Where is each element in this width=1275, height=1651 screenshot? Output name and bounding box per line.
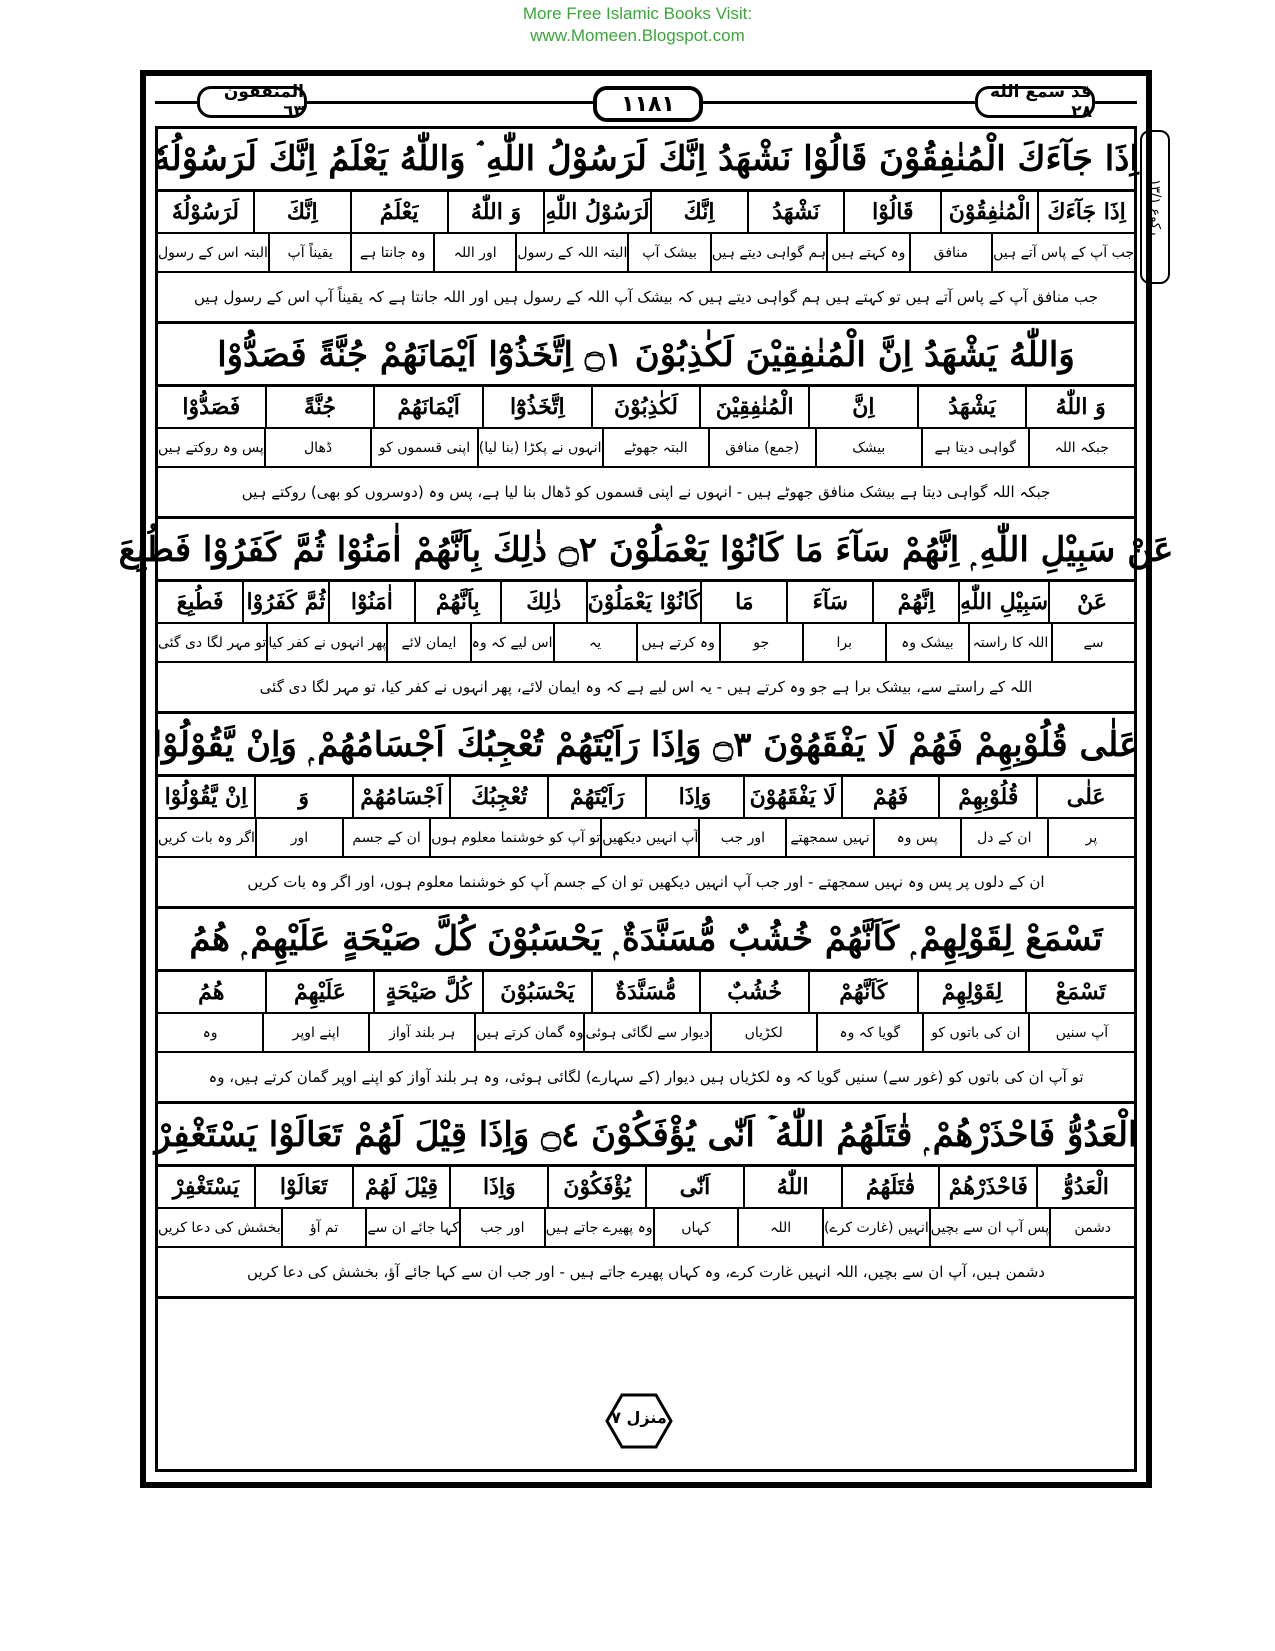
meaning-cell: ان کے دل (960, 819, 1047, 856)
word-cell: لَرَسُوْلُ اللّٰهِ (543, 192, 649, 232)
meaning-cell: یقیناً آپ (268, 234, 351, 271)
meaning-cell: کہاں (653, 1209, 738, 1246)
verse-line: الْعَدُوُّ فَاحْذَرْهُمْ ۭ قٰتَلَهُمُ اللّٰهُ ۡ اَنّٰى يُؤْفَكُوْنَ ۝٤ وَاِذَا قِيْلَ لَهُمْ تَعَالَوْا يَسْتَغْفِرْ (158, 1104, 1134, 1167)
page-number: ١١٨١ (593, 86, 703, 122)
word-cell: نَشْهَدُ (747, 192, 844, 232)
meaning-cell: ڈھال (264, 429, 371, 466)
word-cell: مُّسَنَّدَةٌ (591, 972, 700, 1012)
meaning-cell: (جمع) منافق (708, 429, 815, 466)
meaning-cell: دیوار سے لگائی ہوئی (583, 1014, 709, 1051)
word-cell: تَسْمَعْ (1025, 972, 1134, 1012)
word-cell: فَاحْذَرْهُمْ (938, 1167, 1036, 1207)
translation-line: تو آپ ان کی باتوں کو (غور سے) سنیں گویا کہ وہ لکڑیاں ہیں دیوار (کے سہارے) لگائی ہوئی، وہ ہر بلند آواز کو اپنے اوپر گمان کرتے ہیں، وہ (158, 1053, 1134, 1104)
word-cell: فَطُبِعَ (176, 589, 224, 615)
word-cell: وَاِذَا (449, 1167, 547, 1207)
word-row (158, 1167, 1134, 1209)
word-cell: مَا (700, 582, 786, 622)
meaning-row (158, 429, 1134, 468)
meaning-cell: پھر انہوں نے کفر کیا (266, 624, 386, 661)
verse-line: تَسْمَعْ لِقَوْلِهِمْ ۭ كَاَنَّهُمْ خُشُبٌ مُّسَنَّدَةٌ ۭ يَحْسَبُوْنَ كُلَّ صَيْحَةٍ عَلَيْهِمْ ۭ هُمُ (158, 909, 1134, 972)
meaning-cell: برا (802, 624, 885, 661)
word-cell: عَلٰى (1036, 777, 1134, 817)
word-cell: يَشْهَدُ (917, 387, 1026, 427)
word-cell: اِنَّهُمْ (872, 582, 958, 622)
verse-line: اِذَا جَآءَكَ الْمُنٰفِقُوْنَ قَالُوْا نَشْهَدُ اِنَّكَ لَرَسُوْلُ اللّٰهِ ۘ وَاللّٰهُ يَعْلَمُ اِنَّكَ لَرَسُوْلُهٗ (158, 129, 1134, 192)
verse-line: وَاللّٰهُ يَشْهَدُ اِنَّ الْمُنٰفِقِيْنَ لَكٰذِبُوْنَ ۝١ اِتَّخَذُوْٓا اَيْمَانَهُمْ جُنَّةً فَصَدُّوْا (158, 324, 1134, 387)
meaning-cell: پر (1047, 819, 1134, 856)
meaning-row (158, 624, 1134, 663)
meaning-cell: اور (255, 819, 342, 856)
word-cell: لَرَسُوْلُهٗ (171, 199, 239, 225)
word-cell: قُلُوْبِهِمْ (938, 777, 1036, 817)
meaning-cell: وہ پھیرے جاتے ہیں (544, 1209, 653, 1246)
meaning-cell: انہیں (غارت کرے) (822, 1209, 929, 1246)
meaning-cell: وہ جانتا ہے (350, 234, 433, 271)
juz-label: قد سمع الله ٢٨ (975, 86, 1095, 118)
meaning-cell: وہ کہتے ہیں (826, 234, 909, 271)
meaning-cell: اور اللہ (433, 234, 516, 271)
word-cell: خُشُبٌ (699, 972, 808, 1012)
surah-label: المنفقون ٦٣ (197, 86, 307, 118)
meaning-cell: آپ سنیں (1028, 1014, 1134, 1051)
meaning-cell: پس وہ (873, 819, 960, 856)
meaning-cell: انہوں نے پکڑا (بنا لیا) (477, 429, 602, 466)
meaning-cell: ہم گواہی دیتے ہیں (710, 234, 826, 271)
meaning-cell: تو آپ کو خوشنما معلوم ہوں (429, 819, 600, 856)
watermark-line-2: www.Momeen.Blogspot.com (530, 26, 745, 45)
ruku-marker: ركوع ١٣/١ (1140, 130, 1170, 284)
word-cell: اَنّٰى (645, 1167, 743, 1207)
meaning-row (158, 1209, 1134, 1248)
word-cell: قِيْلَ لَهُمْ (352, 1167, 450, 1207)
word-cell: اَيْمَانَهُمْ (373, 387, 482, 427)
word-cell: وَ (254, 777, 352, 817)
meaning-row (158, 234, 1134, 273)
word-cell: تَعَالَوْا (254, 1167, 352, 1207)
word-cell: ثُمَّ كَفَرُوْا (242, 582, 328, 622)
manzil-label: منزل ٧ (611, 1408, 667, 1427)
word-cell: هُمُ (198, 979, 225, 1005)
meaning-cell: بیشک وہ (885, 624, 968, 661)
meaning-cell: کہا جائے ان سے (365, 1209, 459, 1246)
word-cell: يَعْلَمُ (350, 192, 447, 232)
verse-line: عَلٰى قُلُوْبِهِمْ فَهُمْ لَا يَفْقَهُوْنَ ۝٣ وَاِذَا رَاَيْتَهُمْ تُعْجِبُكَ اَجْسَامُهُمْ ۭ وَاِنْ يَّقُوْلُوْا (158, 714, 1134, 777)
meaning-cell: وہ کرتے ہیں (636, 624, 719, 661)
meaning-cell: پس وہ روکتے ہیں (158, 439, 264, 456)
meaning-cell: اللہ (737, 1209, 822, 1246)
word-cell: اِنَّكَ (650, 192, 747, 232)
word-cell: اٰمَنُوْا (328, 582, 414, 622)
word-cell: لَكٰذِبُوْنَ (591, 387, 700, 427)
word-cell: وَ اللّٰهُ (1025, 387, 1134, 427)
word-cell: يَسْتَغْفِرْ (172, 1174, 240, 1200)
word-cell: لَا يَفْقَهُوْنَ (743, 777, 841, 817)
word-row (158, 972, 1134, 1014)
word-cell: اِنَّ (808, 387, 917, 427)
word-cell: ذٰلِكَ (500, 582, 586, 622)
meaning-cell: ان کی باتوں کو (922, 1014, 1028, 1051)
word-cell: فَصَدُّوْا (182, 394, 241, 420)
word-cell: عَلَيْهِمْ (265, 972, 374, 1012)
word-cell: تُعْجِبُكَ (449, 777, 547, 817)
word-cell: اِنْ يَّقُوْلُوْا (164, 784, 248, 810)
meaning-cell: اور جب (459, 1209, 544, 1246)
meaning-cell: لکڑیاں (710, 1014, 816, 1051)
word-cell: وَاِذَا (645, 777, 743, 817)
meaning-cell: وہ گمان کرتے ہیں (474, 1014, 583, 1051)
word-cell: قٰتَلَهُمُ (841, 1167, 939, 1207)
meaning-cell: تو مہر لگا دی گئی (157, 634, 267, 651)
meaning-cell: پس آپ ان سے بچیں (929, 1209, 1050, 1246)
word-cell: وَ اللّٰهُ (447, 192, 544, 232)
meaning-cell: یہ (553, 624, 636, 661)
meaning-cell: منافق (909, 234, 992, 271)
meaning-cell: آپ انہیں دیکھیں (600, 819, 698, 856)
meaning-cell: گویا کہ وہ (816, 1014, 922, 1051)
translation-line: اللہ کے راستے سے، بیشک برا ہے جو وہ کرتے ہیں - یہ اس لیے ہے کہ وہ ایمان لائے، پھر انہوں نے کفر کیا، تو مہر لگا دی گئی (158, 663, 1134, 714)
meaning-cell: دشمن (1049, 1209, 1134, 1246)
meaning-cell: اگر وہ بات کریں (158, 829, 255, 846)
word-cell: قَالُوْا (843, 192, 940, 232)
word-cell: فَهُمْ (841, 777, 939, 817)
word-cell: اِتَّخَذُوْٓا (482, 387, 591, 427)
meaning-cell: اپنی قسموں کو (370, 429, 477, 466)
word-cell: لِقَوْلِهِمْ (917, 972, 1026, 1012)
word-cell: اِذَا جَآءَكَ (1037, 192, 1134, 232)
meaning-cell: گواہی دیتا ہے (921, 429, 1028, 466)
translation-line: جب منافق آپ کے پاس آتے ہیں تو کہتے ہیں ہم گواہی دیتے ہیں کہ بیشک آپ اللہ کے رسول ہیں اور اللہ جانتا ہے کہ یقیناً آپ اس کے رسول ہیں (158, 273, 1134, 324)
meaning-cell: جب آپ کے پاس آتے ہیں (991, 234, 1134, 271)
word-cell: كَاَنَّهُمْ (808, 972, 917, 1012)
meaning-cell: بخشش کی دعا کریں (157, 1219, 281, 1236)
meaning-row (158, 819, 1134, 858)
word-cell: عَنْ (1048, 582, 1134, 622)
meaning-cell: سے (1051, 624, 1134, 661)
word-cell: يُؤْفَكُوْنَ (547, 1167, 645, 1207)
word-row (158, 582, 1134, 624)
word-cell: كَانُوْا يَعْمَلُوْنَ (586, 582, 701, 622)
word-cell: سَآءَ (786, 582, 872, 622)
translation-line: ان کے دلوں پر پس وہ نہیں سمجھتے - اور جب آپ انہیں دیکھیں تو ان کے جسم آپ کو خوشنما معلوم ہوں، اور اگر وہ بات کریں (158, 858, 1134, 909)
meaning-cell: اپنے اوپر (262, 1014, 368, 1051)
meaning-cell: البتہ جھوٹے (602, 429, 709, 466)
meaning-cell: ہر بلند آواز (368, 1014, 474, 1051)
meaning-cell: جو (719, 624, 802, 661)
watermark-line-1: More Free Islamic Books Visit: (522, 4, 753, 23)
meaning-cell: اللہ کا راستہ (968, 624, 1051, 661)
meaning-cell: البتہ اس کے رسول (157, 244, 268, 261)
meaning-row (158, 1014, 1134, 1053)
word-cell: اِنَّكَ (253, 192, 350, 232)
word-cell: الْمُنٰفِقِيْنَ (699, 387, 808, 427)
meaning-cell: ان کے جسم (342, 819, 429, 856)
meaning-cell: جبکہ اللہ (1028, 429, 1135, 466)
meaning-cell: اور جب (698, 819, 785, 856)
word-cell: رَاَيْتَهُمْ (547, 777, 645, 817)
word-cell: كُلَّ صَيْحَةٍ (373, 972, 482, 1012)
word-cell: سَبِيْلِ اللّٰهِ (958, 582, 1048, 622)
word-cell: بِاَنَّهُمْ (414, 582, 500, 622)
word-row (158, 777, 1134, 819)
verse-line: عَنْ سَبِيْلِ اللّٰهِ ۭ اِنَّهُمْ سَآءَ مَا كَانُوْا يَعْمَلُوْنَ ۝٢ ذٰلِكَ بِاَنَّهُمْ اٰمَنُوْا ثُمَّ كَفَرُوْا فَطُبِعَ (158, 519, 1134, 582)
word-cell: اَجْسَامُهُمْ (352, 777, 450, 817)
meaning-cell: اس لیے کہ وہ (470, 624, 553, 661)
word-cell: اللّٰهُ (743, 1167, 841, 1207)
meaning-cell: البتہ اللہ کے رسول (515, 234, 627, 271)
word-cell: الْعَدُوُّ (1036, 1167, 1134, 1207)
word-row (158, 192, 1134, 234)
page-header (155, 82, 1137, 122)
word-cell: الْمُنٰفِقُوْنَ (940, 192, 1037, 232)
translation-line: جبکہ اللہ گواہی دیتا ہے بیشک منافق جھوٹے ہیں - انہوں نے اپنی قسموں کو ڈھال بنا لیا ہے، پس وہ (دوسروں کو بھی) روکتے ہیں (158, 468, 1134, 519)
word-cell: جُنَّةً (265, 387, 374, 427)
meaning-cell: بیشک آپ (627, 234, 710, 271)
word-cell: يَحْسَبُوْنَ (482, 972, 591, 1012)
meaning-cell: نہیں سمجھتے (785, 819, 872, 856)
translation-line: دشمن ہیں، آپ ان سے بچیں، اللہ انہیں غارت کرے، وہ کہاں پھیرے جاتے ہیں - اور جب ان سے کہا جائے آؤ، بخشش کی دعا کریں (158, 1248, 1134, 1299)
meaning-cell: ایمان لائے (386, 624, 469, 661)
word-row (158, 387, 1134, 429)
meaning-cell: وہ (202, 1024, 218, 1041)
meaning-cell: تم آؤ (281, 1209, 366, 1246)
meaning-cell: بیشک (815, 429, 922, 466)
